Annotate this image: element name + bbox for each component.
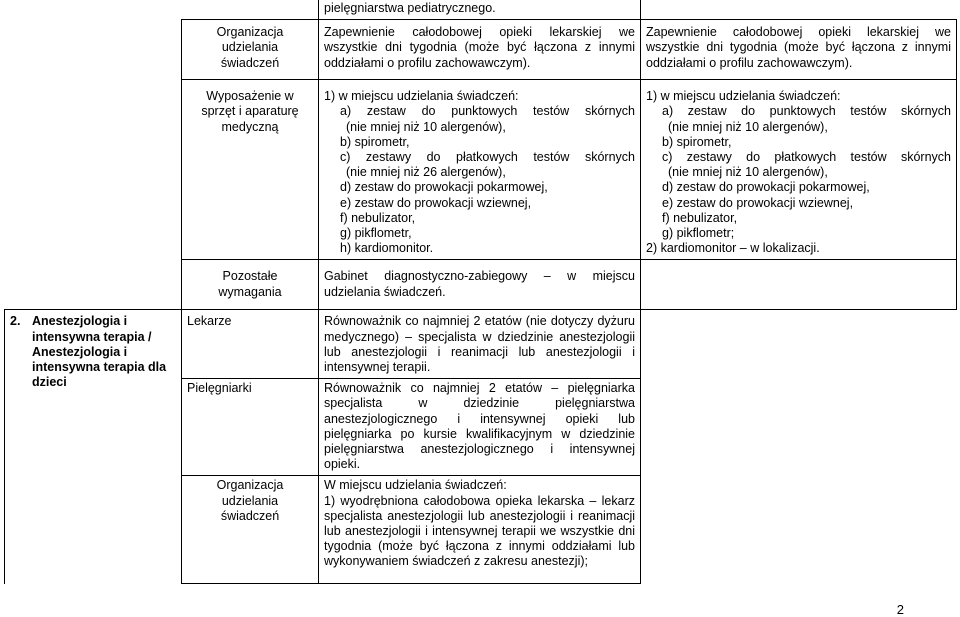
pozostale-col4 [641, 260, 957, 310]
table-row [5, 260, 957, 310]
page-number: 2 [896, 602, 904, 617]
wyposazenie-col4: 1) w miejscu udzielania świadczeń: a) zestaw do punktowych testów skórnych (nie mniej niż 10 alergenów), b) spirometr, c) zestawy do płatkowych testów skórnych (nie mniej niż 10 alergenów), d) zestaw do prowokacji pokarmowej, e) zestaw do prowokacji wziewnej, f) nebulizator, g) pikflometr; 2) kardiomonitor – w lokalizacji. [641, 80, 957, 260]
label-lekarze: Lekarze [182, 310, 319, 379]
section-number: 2. [10, 314, 21, 329]
top-cell: pielęgniarstwa pediatrycznego. [319, 0, 641, 20]
section-2-title-cell [5, 310, 182, 584]
label-pozostale: Pozostałe wymagania [182, 260, 319, 310]
pozostale-col3: Gabinet diagnostyczno-zabiegowy – w miejscu udzielania świadczeń. [319, 260, 641, 310]
label-pielegniarki: Pielęgniarki [182, 379, 319, 476]
label-organizacja: Organizacja udzielania świadczeń [182, 20, 319, 80]
organizacja-2-text: W miejscu udzielania świadczeń: 1) wyodrębniona całodobowa opieka lekarska – lekarz specjalista anestezjologii lub anestezjologii i reanimacji lub anestezjologii i intensywnej terapii we wszystkie dni tygodnia (może być łączona z innymi oddziałami lub wykonywaniem świadczeń z zakresu anestezji); [319, 476, 641, 584]
table-row [5, 310, 957, 379]
pielegniarki-text: Równoważnik co najmniej 2 etatów – pielęgniarka specjalista w dziedzinie pielęgniarstwa anestezjologicznego i intensywnej opieki lub pielęgniarka po kursie kwalifikacyjnym w dziedzinie pielęgniarstwa anestezjologicznego i intensywnej opieki. [319, 379, 641, 476]
table-row [5, 0, 957, 20]
table-row [5, 20, 957, 80]
organizacja-col3: Zapewnienie całodobowej opieki lekarskiej we wszystkie dni tygodnia (może być łączona z innymi oddziałami o profilu zachowawczym). [319, 20, 641, 80]
table-row [5, 80, 957, 260]
label-wyposazenie: Wyposażenie w sprzęt i aparaturę medyczną [182, 80, 319, 260]
organizacja-col4: Zapewnienie całodobowej opieki lekarskiej we wszystkie dni tygodnia (może być łączona z innymi oddziałami o profilu zachowawczym). [641, 20, 957, 80]
label-organizacja-2: Organizacja udzielania świadczeń [182, 476, 319, 584]
requirements-table [4, 0, 957, 584]
lekarze-text: Równoważnik co najmniej 2 etatów (nie dotyczy dyżuru medycznego) – specjalista w dziedzinie anestezjologii lub anestezjologii i reanimacji lub anestezjologii i intensywnej terapii. [319, 310, 641, 379]
wyposazenie-col3: 1) w miejscu udzielania świadczeń: a) zestaw do punktowych testów skórnych (nie mniej niż 10 alergenów), b) spirometr, c) zestawy do płatkowych testów skórnych (nie mniej niż 26 alergenów), d) zestaw do prowokacji pokarmowej, e) zestaw do prowokacji wziewnej, f) nebulizator, g) pikflometr, h) kardiomonitor. [319, 80, 641, 260]
section-title: Anestezjologia i intensywna terapia / Anestezjologia i intensywna terapia dla dzieci [32, 314, 167, 390]
